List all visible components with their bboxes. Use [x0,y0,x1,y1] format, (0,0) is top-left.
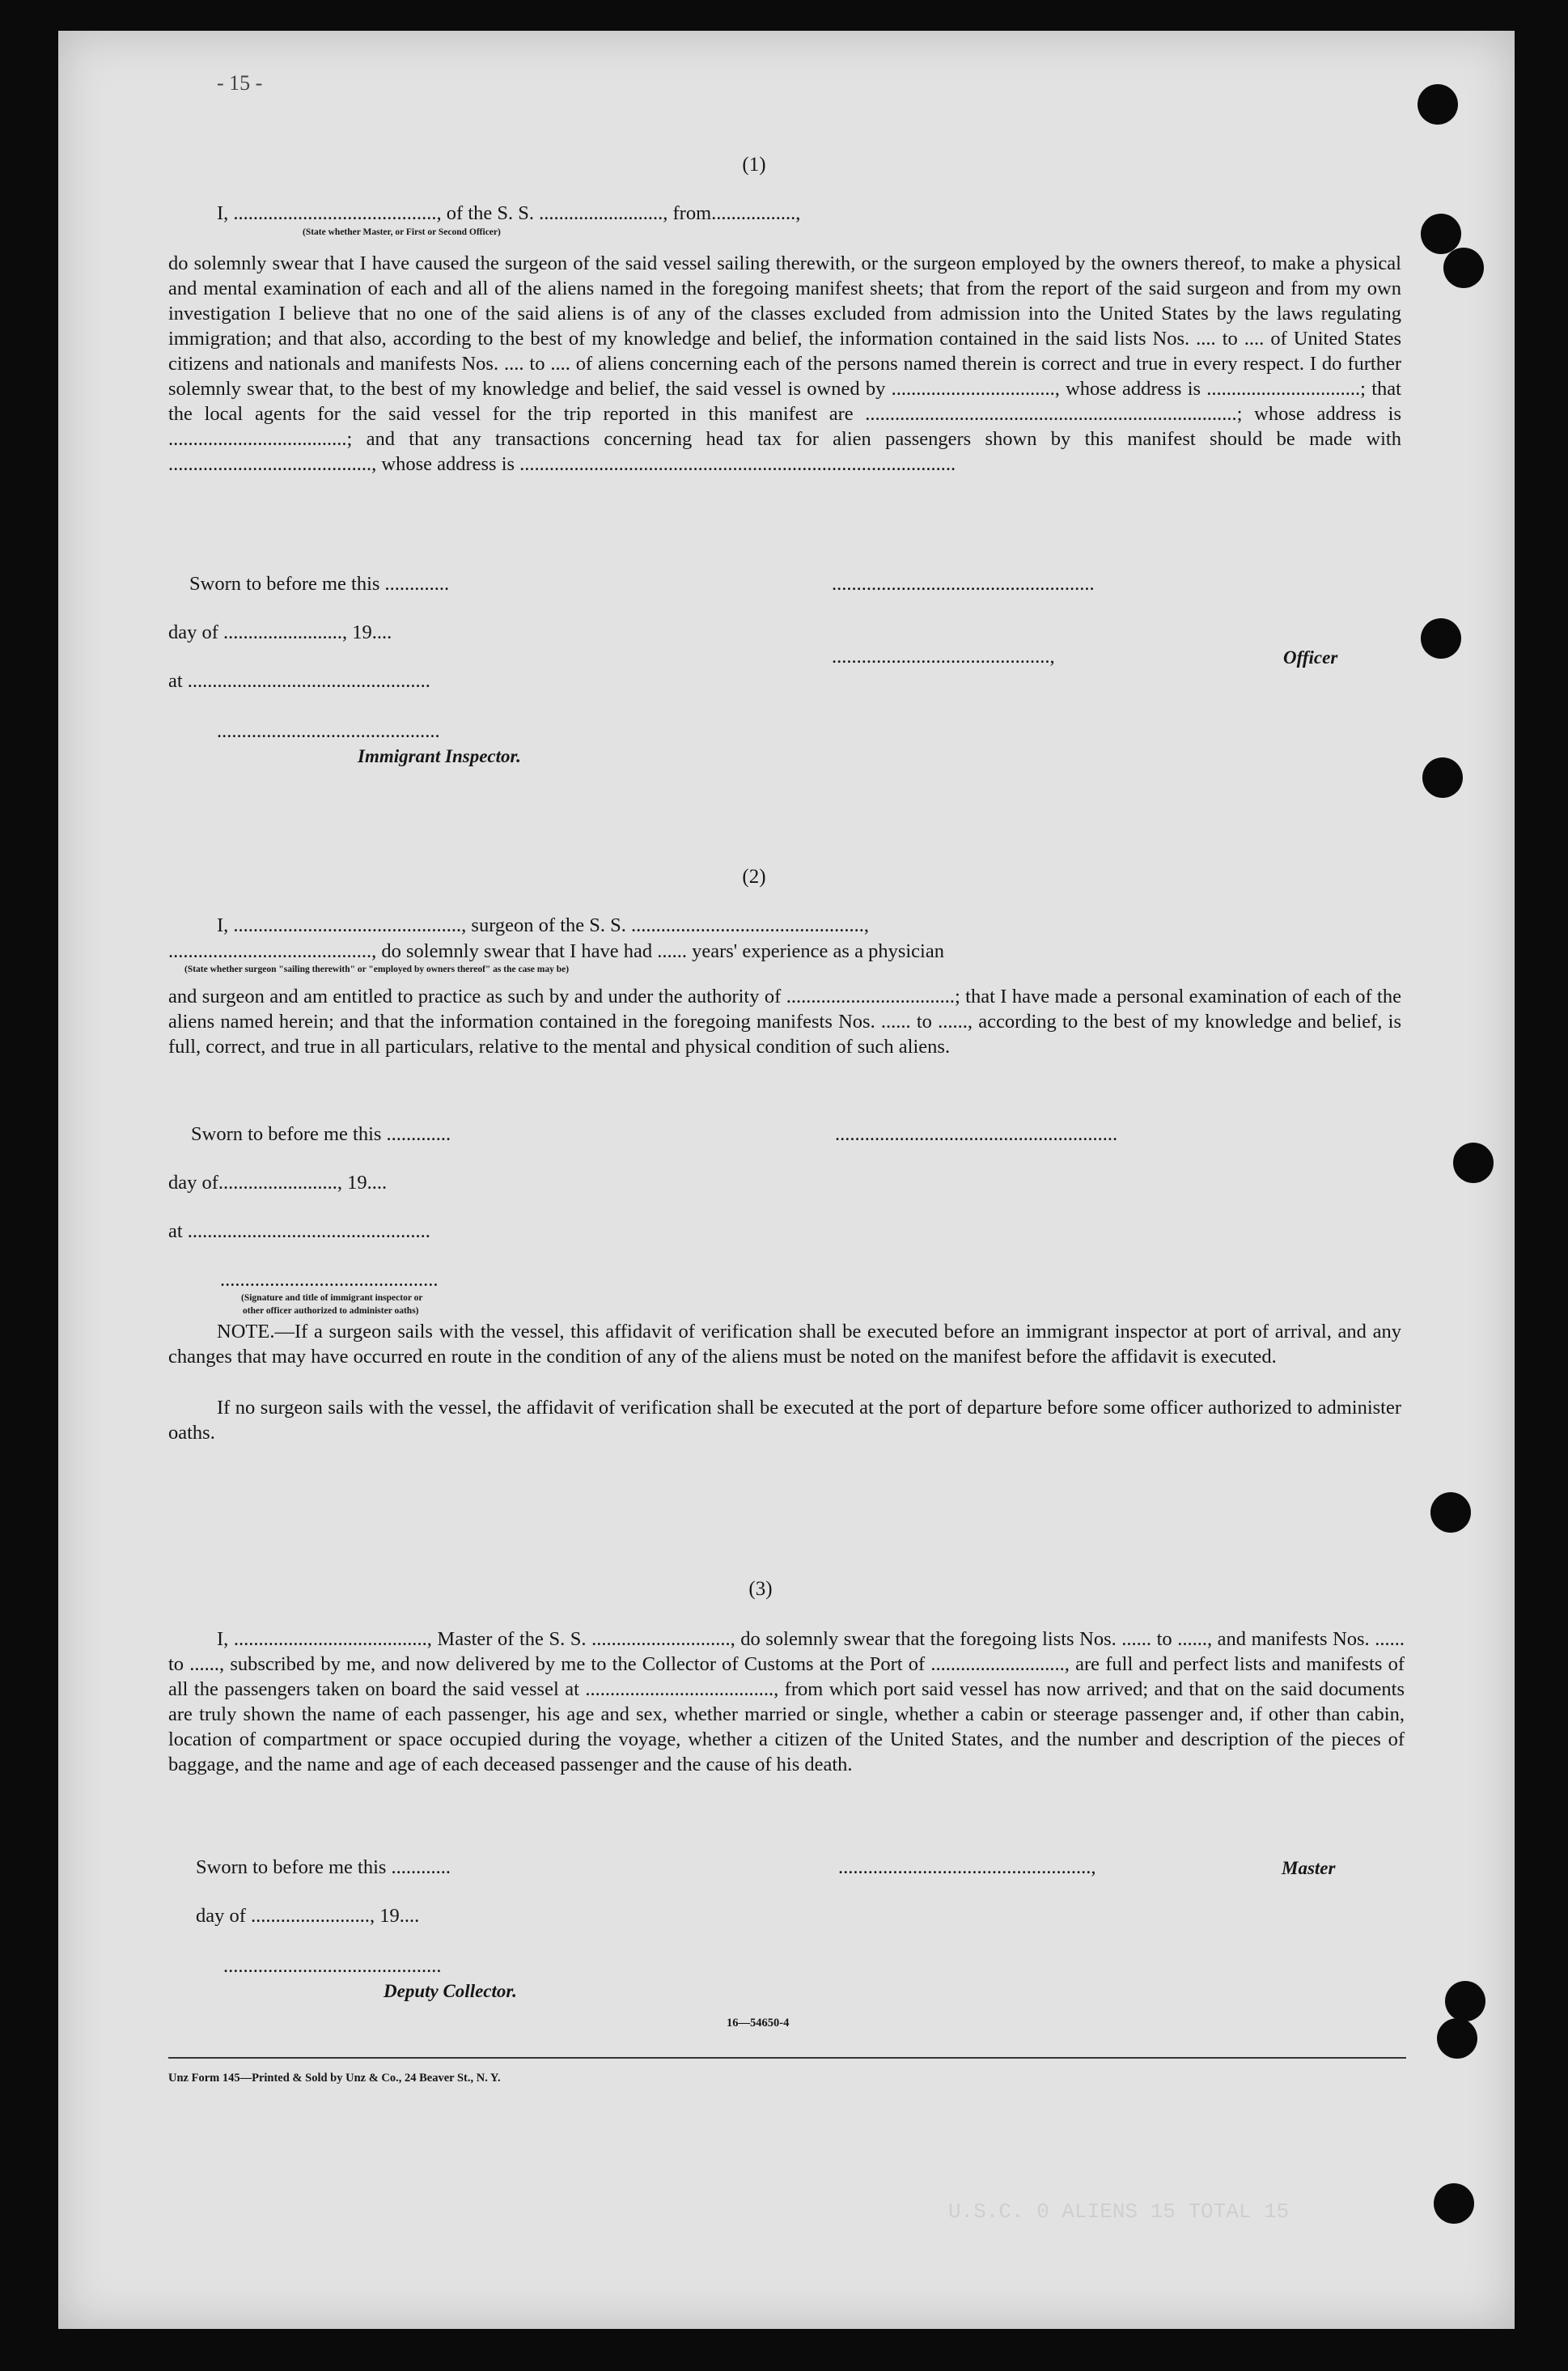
punch-hole [1421,618,1461,659]
section-1-inspector-label: Immigrant Inspector. [358,746,521,766]
section-1-day-of-line: day of ........................, 19.... [168,621,392,643]
section-3-collector-label: Deputy Collector. [384,1981,517,2001]
section-2-signature-line: ......................................................... [835,1123,1118,1145]
section-1-signature-line: ..................................................... [832,573,1095,595]
section-1-number: (1) [742,154,766,176]
punch-hole [1421,214,1461,254]
section-2-sworn-line: Sworn to before me this ............. [191,1123,451,1145]
punch-hole [1443,248,1484,288]
section-2-opening-line: I, .............................................., surgeon of the S. S. ..............................................., [217,914,869,936]
section-2-number: (2) [742,866,766,888]
page-mark: - 15 - [217,71,263,95]
section-1-sworn-line: Sworn to before me this ............. [189,573,450,595]
punch-hole [1430,1492,1471,1533]
section-3-master-label: Master [1282,1858,1336,1878]
section-3-day-of-line: day of ........................, 19.... [196,1905,420,1927]
section-1-oath-text: do solemnly swear that I have caused the surgeon of the said vessel sailing therewith, or the surgeon employed by the owners thereof, to make a physical and mental examination of each and all of the aliens named in the foregoing manifest sheets; that from the report of the said surgeon and from my own investigation I believe that no one of the said aliens is of any of the classes excluded from admission into the United States by the laws regulating immigration; and that also, according to the best of my knowledge and belief, the information contained in the said lists Nos. .... to .... of United States citizens and nationals and manifests Nos. .... to .... of aliens concerning each of the persons named therein is correct and true in every respect. I do further solemnly swear that, to the best of my knowledge and belief, the said vessel is owned by ................................., whose address is ...............................; that the local agents for the said vessel for the trip reported in this manifest are ...........................................................................; whose address is ....................................; and that any transactions concerning head tax for alien passengers shown by this manifest should be made with ........................................., whose address is ........................................................................................ [168,252,1401,475]
section-3-master-line: ..................................................., [838,1856,1096,1878]
punch-hole [1437,2018,1477,2059]
section-2-second-line: ........................................., do solemnly swear that I have had ...... years' experience as a physician [168,940,944,962]
section-2-day-of-line: day of........................, 19.... [168,1172,388,1194]
section-1-officer-label: Officer [1283,647,1338,668]
section-2-inspector-line: ............................................ [220,1269,439,1291]
manifest-verification-sheet [58,31,1515,2329]
section-1-rank-caption: (State whether Master, or First or Second Officer) [303,227,501,237]
section-2-surgeon-caption: (State whether surgeon "sailing therewith" or "employed by owners thereof" as the case may be) [184,965,570,974]
section-2-inspector-caption: (Signature and title of immigrant inspector or [241,1293,423,1303]
footer-rule [168,2057,1406,2059]
section-3-number: (3) [748,1578,773,1600]
section-2-oath-text: and surgeon and am entitled to practice as such by and under the authority of ..................................; that I have made a personal examination of each of the aliens named herein; and that the information contained in the foregoing manifests Nos. ...... to ......, according to the best of my knowledge and belief, is full, correct, and true in all particulars, relative to the mental and physical condition of such aliens. [168,986,1401,1058]
section-3-sworn-line: Sworn to before me this ............ [196,1856,451,1878]
section-1-officer-line: ............................................, [832,646,1055,668]
section-2-inspector-caption: other officer authorized to administer oaths) [243,1306,419,1316]
punch-hole [1453,1143,1494,1183]
section-3-collector-line: ............................................ [223,1955,442,1977]
section-2-note: NOTE.—If a surgeon sails with the vessel, this affidavit of verification shall be executed before an immigrant inspector at port of arrival, and any changes that may have occurred en route in the condition of any of the aliens must be noted on the manifest before the affidavit is executed. [168,1321,1401,1368]
section-3-oath-text: I, ......................................., Master of the S. S. ............................, do solemnly swear that the foregoing lists Nos. ...... to ......, and manifests Nos. ...... to ......, subscribed by me, and now delivered by me to the Collector of Customs at the Port of ..........................., are full and perfect lists and manifests of all the passengers taken on board the said vessel at ......................................, from which port said vessel has now arrived; and that on the said documents are truly shown the name of each passenger, his age and sex, whether married or single, whether a cabin or steerage passenger and, if other than cabin, location of compartment or space occupied during the voyage, whether a citizen of the United States, and the number and description of the pieces of baggage, and the name and age of each deceased passenger and the cause of his death. [168,1628,1405,1775]
section-1-at-line: at ................................................. [168,670,430,692]
section-2-note-continued: If no surgeon sails with the vessel, the affidavit of verification shall be executed at the port of departure before some officer authorized to administer oaths. [168,1397,1401,1444]
section-1-inspector-line: ............................................. [217,720,440,742]
section-2-at-line: at ................................................. [168,1220,430,1242]
section-1-opening-line: I, ........................................., of the S. S. ........................., from................., [217,202,801,224]
bleed-through-text: U.S.C. 0 ALIENS 15 TOTAL 15 [948,2199,1290,2224]
punch-hole [1418,84,1458,125]
form-code: 16—54650-4 [727,2017,790,2030]
punch-hole [1434,2183,1474,2224]
punch-hole [1422,757,1463,798]
punch-hole [1445,1981,1485,2021]
printer-imprint: Unz Form 145—Printed & Sold by Unz & Co., 24 Beaver St., N. Y. [168,2072,501,2085]
